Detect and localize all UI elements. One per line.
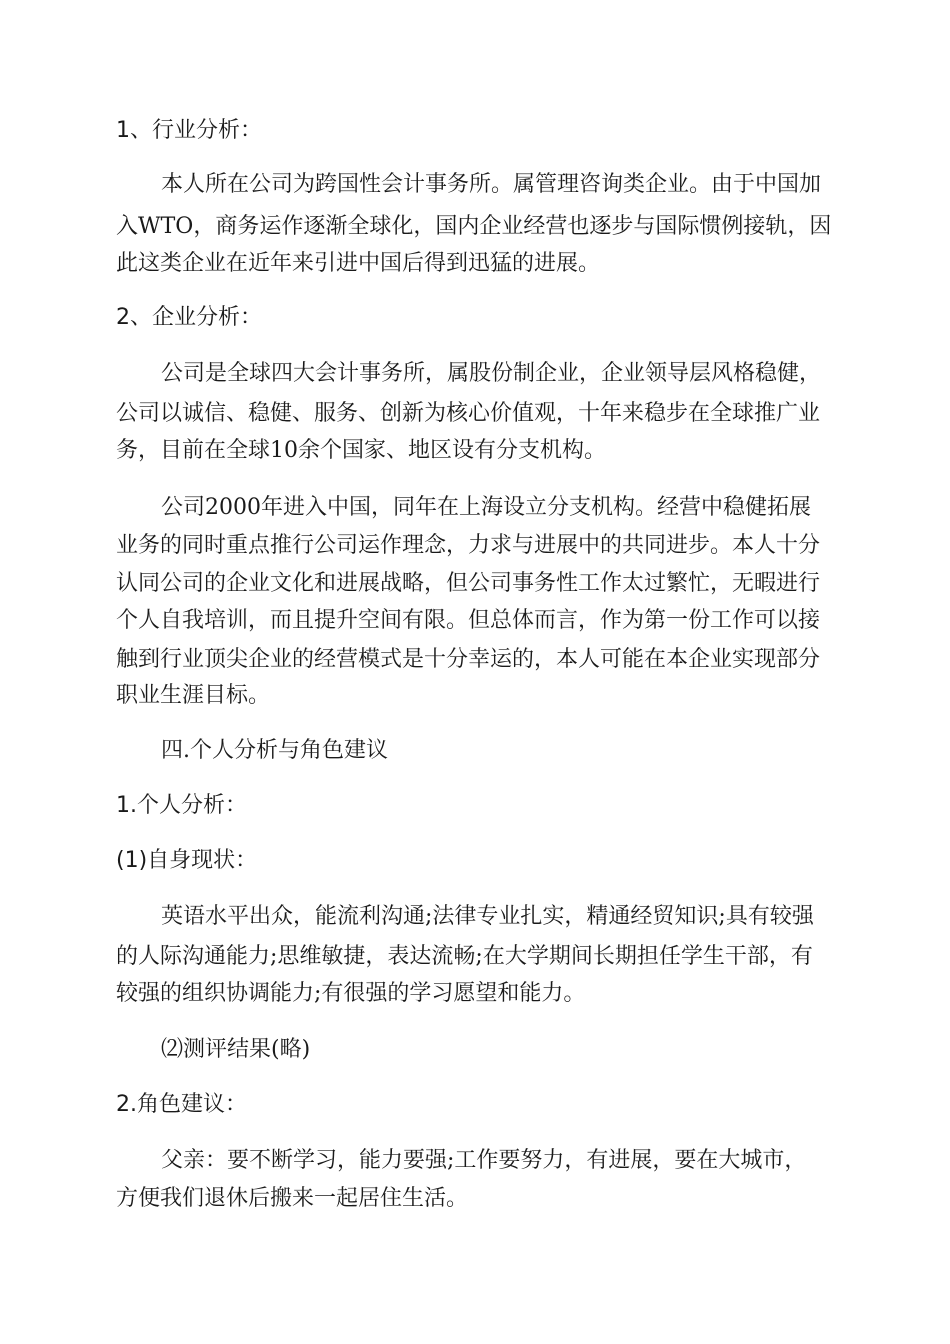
- paragraph-line: 公司以诚信、稳健、服务、创新为核心价值观，十年来稳步在全球推广业: [116, 401, 821, 426]
- paragraph-line: 公司2000年进入中国，同年在上海设立分支机构。经营中稳健拓展: [161, 495, 811, 520]
- paragraph-line: 此这类企业在近年来引进中国后得到迅猛的进展。: [116, 251, 601, 276]
- paragraph-line: 的人际沟通能力;思维敏捷，表达流畅;在大学期间长期担任学生干部，有: [116, 944, 813, 969]
- section-heading-enterprise-analysis: 2、企业分析：: [116, 305, 262, 330]
- section-heading-industry-analysis: 1、行业分析：: [116, 118, 262, 143]
- paragraph-line: 英语水平出众，能流利沟通;法律专业扎实，精通经贸知识;具有较强: [161, 904, 814, 929]
- subheading-personal-analysis: 1.个人分析：: [116, 793, 247, 818]
- paragraph-line: 公司是全球四大会计事务所，属股份制企业，企业领导层风格稳健，: [161, 361, 822, 386]
- paragraph-line: 务，目前在全球10余个国家、地区设有分支机构。: [116, 438, 606, 463]
- paragraph-line: 入WTO，商务运作逐渐全球化，国内企业经营也逐步与国际惯例接轨，因: [116, 214, 832, 239]
- subheading-role-suggestions: 2.角色建议：: [116, 1092, 247, 1117]
- paragraph-line: 触到行业顶尖企业的经营模式是十分幸运的，本人可能在本企业实现部分: [116, 647, 821, 672]
- paragraph-line: 职业生涯目标。: [116, 683, 271, 708]
- subheading-current-status: (1)自身现状：: [116, 848, 258, 873]
- section-heading-personal-analysis: 四.个人分析与角色建议: [161, 738, 388, 763]
- paragraph-line: 较强的组织协调能力;有很强的学习愿望和能力。: [116, 981, 586, 1006]
- paragraph-line: 个人自我培训，而且提升空间有限。但总体而言，作为第一份工作可以接: [116, 608, 821, 633]
- paragraph-line: 认同公司的企业文化和进展战略，但公司事务性工作太过繁忙，无暇进行: [116, 571, 821, 596]
- paragraph-line: 业务的同时重点推行公司运作理念，力求与进展中的共同进步。本人十分: [116, 533, 821, 558]
- paragraph-line: 父亲：要不断学习，能力要强;工作要努力，有进展，要在大城市，: [161, 1148, 807, 1173]
- paragraph-line: 本人所在公司为跨国性会计事务所。属管理咨询类企业。由于中国加: [161, 172, 822, 197]
- paragraph-line: 方便我们退休后搬来一起居住生活。: [116, 1186, 469, 1211]
- subheading-assessment-result: ⑵测评结果(略): [161, 1037, 311, 1062]
